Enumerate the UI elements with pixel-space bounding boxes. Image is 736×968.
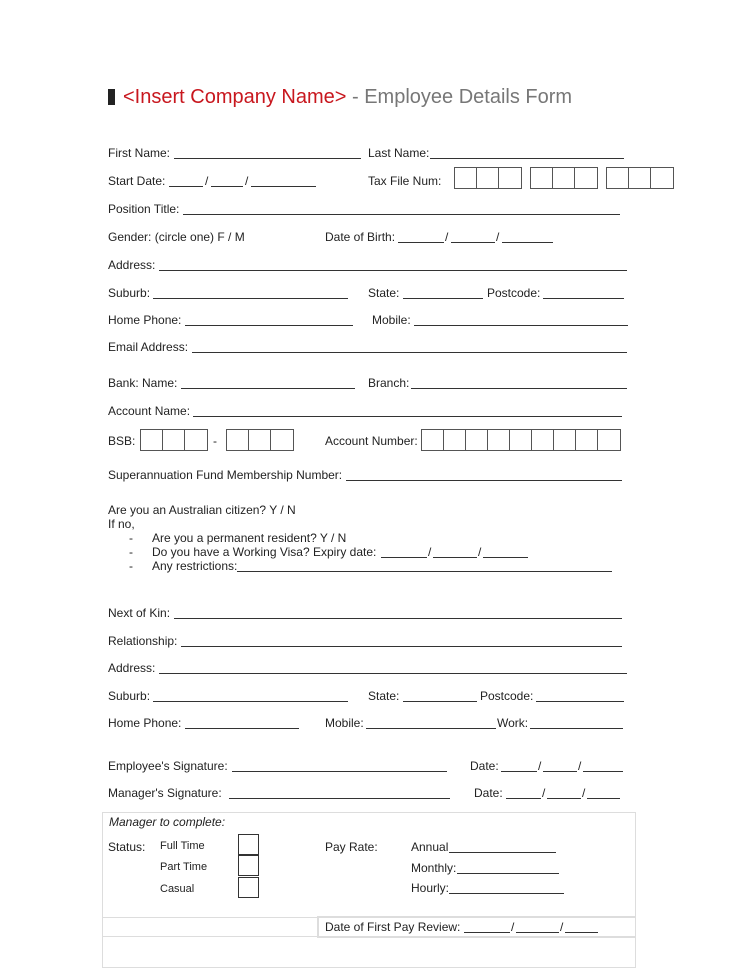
branch-field[interactable] [411, 388, 627, 389]
email-label: Email Address: [108, 340, 189, 354]
date-separator: / [205, 174, 209, 188]
address-field[interactable] [159, 270, 627, 271]
part-time-checkbox[interactable] [238, 855, 259, 876]
kin-address-label: Address: [108, 661, 156, 675]
manager-sign-month-field[interactable] [547, 798, 581, 799]
last-name-field[interactable] [430, 158, 624, 159]
manager-signature-label: Manager's Signature: [108, 786, 222, 800]
account-name-label: Account Name: [108, 404, 191, 418]
address-label: Address: [108, 258, 156, 272]
kin-mobile-field[interactable] [366, 728, 496, 729]
employee-sign-year-field[interactable] [583, 771, 623, 772]
annual-label: Annual [411, 840, 449, 854]
employee-sign-day-field[interactable] [501, 771, 537, 772]
first-review-label: Date of First Pay Review: [325, 920, 461, 934]
next-of-kin-field[interactable] [174, 618, 622, 619]
bank-name-field[interactable] [181, 388, 355, 389]
first-review-month-field[interactable] [516, 932, 559, 933]
bsb-label: BSB: [108, 434, 136, 448]
tax-file-num-label: Tax File Num: [368, 174, 442, 188]
status-option-full-time: Full Time [160, 840, 205, 852]
employee-sign-month-field[interactable] [543, 771, 577, 772]
restrictions-field[interactable] [237, 571, 612, 572]
dob-label: Date of Birth: [325, 230, 396, 244]
first-review-year-field[interactable] [565, 932, 598, 933]
manager-heading: Manager to complete: [109, 815, 226, 829]
dob-month-field[interactable] [451, 242, 495, 243]
relationship-label: Relationship: [108, 634, 178, 648]
full-time-checkbox[interactable] [238, 834, 259, 855]
monthly-label: Monthly: [411, 861, 457, 875]
position-title-field[interactable] [183, 214, 620, 215]
account-name-field[interactable] [193, 416, 622, 417]
first-review-day-field[interactable] [464, 932, 510, 933]
page-title [108, 86, 572, 109]
status-option-part-time: Part Time [160, 861, 208, 873]
form-name: - Employee Details Form [346, 86, 573, 108]
manager-sign-year-field[interactable] [587, 798, 620, 799]
start-date-day-field[interactable] [169, 186, 203, 187]
kin-suburb-label: Suburb: [108, 689, 151, 703]
tfn-boxes-2[interactable] [530, 167, 598, 189]
kin-postcode-field[interactable] [536, 701, 624, 702]
company-name: <Insert Company Name> [123, 86, 347, 108]
if-no-label: If no, [108, 517, 135, 531]
super-label: Superannuation Fund Membership Number: [108, 468, 343, 482]
casual-checkbox[interactable] [238, 877, 259, 898]
account-number-label: Account Number: [325, 434, 418, 448]
date-separator: / [496, 230, 500, 244]
kin-home-phone-field[interactable] [185, 728, 299, 729]
manager-panel-bottom-left [102, 916, 319, 937]
manager-signature-field[interactable] [229, 798, 450, 799]
employee-signature-label: Employee's Signature: [108, 759, 228, 773]
citizen-question: Are you an Australian citizen? Y / N [108, 503, 296, 517]
bullet-dash: - [129, 545, 133, 559]
position-title-label: Position Title: [108, 202, 180, 216]
home-phone-label: Home Phone: [108, 313, 182, 327]
bullet-dash: - [129, 559, 133, 573]
manager-panel-next-row [102, 936, 636, 968]
start-date-year-field[interactable] [251, 186, 316, 187]
restrictions-label: Any restrictions: [152, 559, 238, 573]
suburb-label: Suburb: [108, 286, 151, 300]
first-name-field[interactable] [174, 158, 361, 159]
first-name-label: First Name: [108, 146, 171, 160]
manager-sign-day-field[interactable] [506, 798, 541, 799]
kin-state-field[interactable] [403, 701, 477, 702]
status-option-casual: Casual [160, 883, 195, 895]
postcode-field[interactable] [543, 298, 624, 299]
kin-mobile-label: Mobile: [325, 716, 364, 730]
account-number-boxes[interactable] [421, 429, 621, 451]
branch-label: Branch: [368, 376, 410, 390]
date-separator: / [542, 786, 546, 800]
state-label: State: [368, 286, 400, 300]
date-separator: / [582, 786, 586, 800]
bsb-dash: - [213, 434, 217, 448]
home-phone-field[interactable] [185, 325, 353, 326]
kin-home-phone-label: Home Phone: [108, 716, 182, 730]
visa-expiry-month-field[interactable] [433, 557, 477, 558]
working-visa-question: Do you have a Working Visa? Expiry date: [152, 545, 377, 559]
date-separator: / [428, 545, 432, 559]
permanent-resident-question: Are you a permanent resident? Y / N [152, 531, 347, 545]
postcode-label: Postcode: [487, 286, 541, 300]
start-date-label: Start Date: [108, 174, 166, 188]
pay-rate-label: Pay Rate: [325, 840, 378, 854]
employee-sign-date-label: Date: [470, 759, 499, 773]
dob-day-field[interactable] [398, 242, 444, 243]
monthly-field[interactable] [457, 873, 559, 874]
start-date-month-field[interactable] [211, 186, 243, 187]
email-field[interactable] [192, 352, 627, 353]
kin-address-field[interactable] [159, 673, 627, 674]
annual-field[interactable] [449, 852, 556, 853]
title-bullet-icon [108, 89, 115, 105]
date-separator: / [560, 920, 564, 934]
state-field[interactable] [403, 298, 483, 299]
bsb-boxes-2[interactable] [226, 429, 294, 451]
date-separator: / [538, 759, 542, 773]
relationship-field[interactable] [181, 646, 622, 647]
hourly-label: Hourly: [411, 881, 450, 895]
bullet-dash: - [129, 531, 133, 545]
tfn-boxes-1[interactable] [454, 167, 522, 189]
date-separator: / [478, 545, 482, 559]
super-field[interactable] [346, 480, 622, 481]
kin-suburb-field[interactable] [153, 701, 348, 702]
gender-label: Gender: (circle one) F / M [108, 230, 245, 244]
status-label: Status: [108, 840, 146, 854]
hourly-field[interactable] [449, 893, 564, 894]
mobile-field[interactable] [414, 325, 628, 326]
kin-work-field[interactable] [530, 728, 623, 729]
bank-name-label: Bank: Name: [108, 376, 178, 390]
visa-expiry-day-field[interactable] [381, 557, 427, 558]
suburb-field[interactable] [153, 298, 348, 299]
next-of-kin-label: Next of Kin: [108, 606, 171, 620]
mobile-label: Mobile: [372, 313, 411, 327]
date-separator: / [511, 920, 515, 934]
manager-sign-date-label: Date: [474, 786, 503, 800]
visa-expiry-year-field[interactable] [483, 557, 528, 558]
dob-year-field[interactable] [502, 242, 553, 243]
employee-signature-field[interactable] [232, 771, 447, 772]
date-separator: / [445, 230, 449, 244]
last-name-label: Last Name: [368, 146, 430, 160]
date-separator: / [578, 759, 582, 773]
date-separator: / [245, 174, 249, 188]
kin-postcode-label: Postcode: [480, 689, 534, 703]
kin-work-label: Work: [497, 716, 529, 730]
tfn-boxes-3[interactable] [606, 167, 674, 189]
bsb-boxes-1[interactable] [140, 429, 208, 451]
kin-state-label: State: [368, 689, 400, 703]
